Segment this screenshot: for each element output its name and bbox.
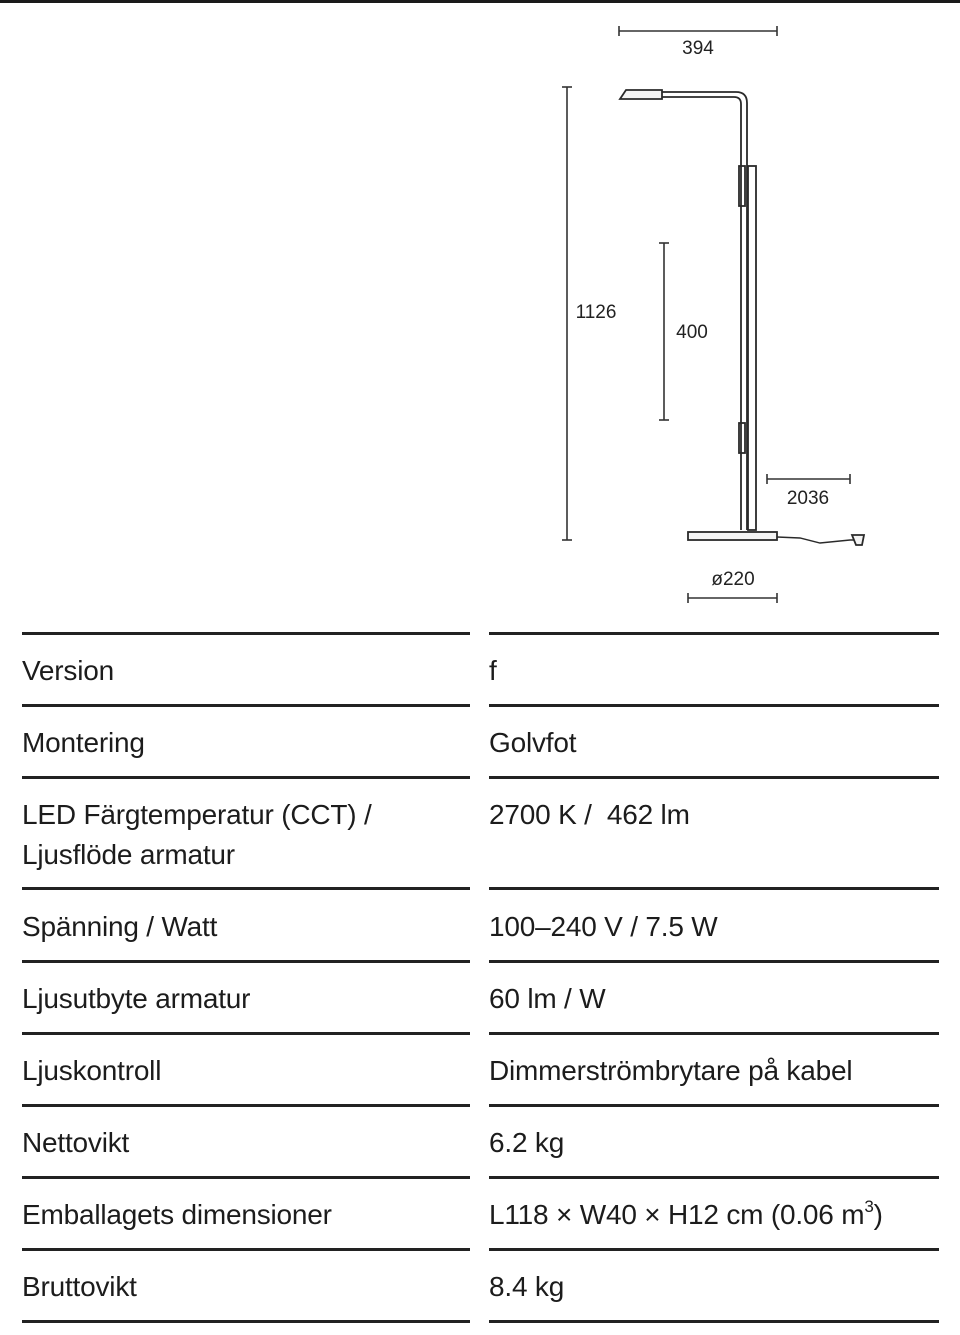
spec-value-voltage: 100–240 V / 7.5 W xyxy=(489,911,718,942)
table-rule xyxy=(22,632,470,635)
spec-label-package-dimensions: Emballagets dimensioner xyxy=(22,1199,332,1230)
label-base-diameter: ø220 xyxy=(711,569,755,590)
spec-value-light-control: Dimmerströmbrytare på kabel xyxy=(489,1055,853,1086)
spec-value-efficacy: 60 lm / W xyxy=(489,983,606,1014)
table-rule xyxy=(22,704,470,707)
table-rule xyxy=(489,887,939,890)
table-rule xyxy=(22,1320,470,1323)
table-rule xyxy=(489,632,939,635)
spec-label-net-weight: Nettovikt xyxy=(22,1127,130,1158)
table-rule xyxy=(489,1248,939,1251)
spec-value-cct: 2700 K / 462 lm xyxy=(489,799,690,830)
spec-value-version: f xyxy=(489,655,497,686)
lamp-dimension-drawing xyxy=(0,0,960,620)
table-rule xyxy=(489,960,939,963)
spec-value-mounting: Golvfot xyxy=(489,727,577,758)
table-rule xyxy=(489,1176,939,1179)
package-dimensions-tail: ) xyxy=(873,1199,883,1230)
table-rule xyxy=(22,1032,470,1035)
spec-value-net-weight: 6.2 kg xyxy=(489,1127,565,1158)
label-arm-width: 394 xyxy=(682,38,714,59)
label-total-height: 1126 xyxy=(575,302,617,323)
label-adjust-range: 400 xyxy=(676,322,708,343)
spec-label-cct: LED Färgtemperatur (CCT) / xyxy=(22,799,372,830)
table-rule xyxy=(489,704,939,707)
lamp-outline xyxy=(620,90,864,545)
table-rule xyxy=(489,1320,939,1323)
table-rule xyxy=(22,776,470,779)
label-cable-length: 2036 xyxy=(786,488,830,509)
package-dimensions-exponent: 3 xyxy=(864,1197,874,1216)
spec-label-efficacy: Ljusutbyte armatur xyxy=(22,983,251,1014)
spec-label-voltage: Spänning / Watt xyxy=(22,911,218,942)
package-dimensions-text: L118 × W40 × H12 cm (0.06 m xyxy=(489,1199,865,1230)
table-rule xyxy=(22,1248,470,1251)
table-rule xyxy=(22,1104,470,1107)
spec-value-gross-weight: 8.4 kg xyxy=(489,1271,565,1302)
spec-label-gross-weight: Bruttovikt xyxy=(22,1271,137,1302)
table-rule xyxy=(22,960,470,963)
spec-label-version: Version xyxy=(22,655,114,686)
table-rule xyxy=(489,1032,939,1035)
table-rule xyxy=(22,887,470,890)
spec-label-light-control: Ljuskontroll xyxy=(22,1055,162,1086)
spec-label-mounting: Montering xyxy=(22,727,145,758)
table-rule xyxy=(22,1176,470,1179)
table-rule xyxy=(489,776,939,779)
spec-value-package-dimensions xyxy=(489,1195,939,1235)
spec-label-cct-line2: Ljusflöde armatur xyxy=(22,839,235,870)
table-rule xyxy=(489,1104,939,1107)
